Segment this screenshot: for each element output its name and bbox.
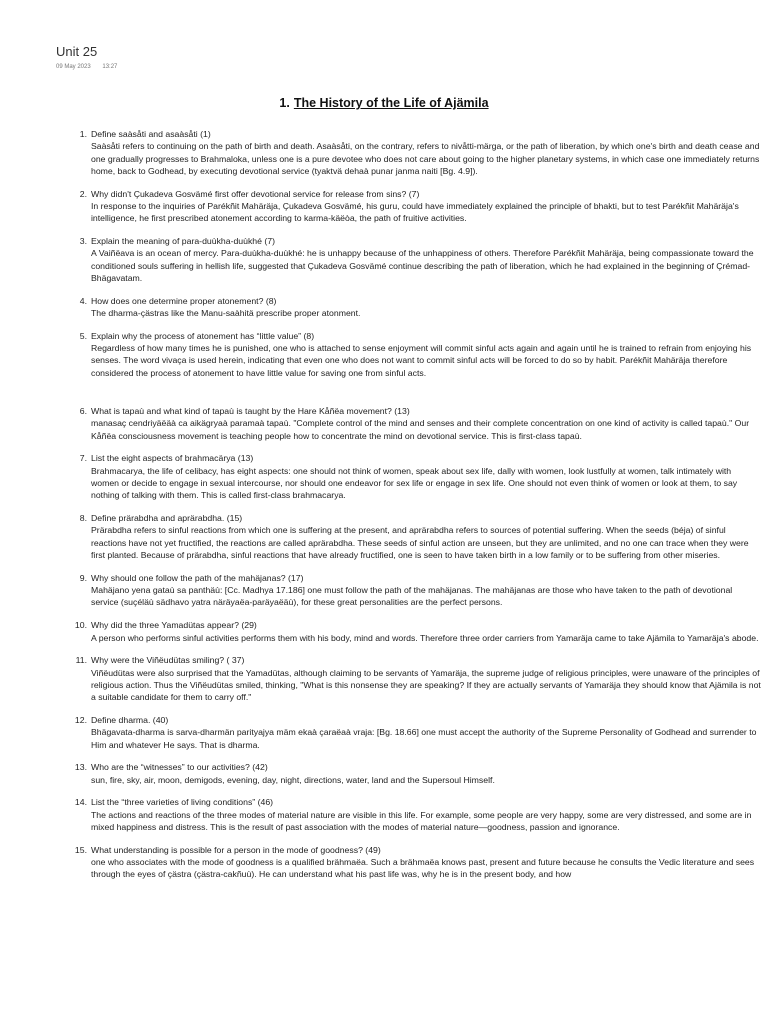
- question-item: [74, 844, 761, 881]
- item-number: 11.: [75, 655, 87, 666]
- question-item: [79, 330, 761, 379]
- question-text: List the “three varieties of living conditions” (46): [91, 797, 274, 808]
- question-item: [79, 405, 761, 442]
- time-text: 13:27: [102, 64, 118, 70]
- question-item: [79, 235, 761, 284]
- question-item: [79, 295, 761, 320]
- question-item: [75, 654, 761, 703]
- question-text: Why should one follow the path of the mahäjanas? (17): [91, 572, 304, 583]
- document-title: [0, 96, 768, 110]
- question-text: How does one determine proper atonement? (8): [91, 295, 277, 306]
- question-text: Why didn't Çukadeva Gosvämé first offer devotional service for release from sins? (7): [91, 188, 420, 199]
- item-number: 7.: [79, 453, 87, 464]
- item-number: 5.: [79, 330, 87, 341]
- answer-text: A person who performs sinful activities performs them with his body, mind and words. Therefore three order carriers from Yamaräja came to take Ajämila to Yamaräja's abode.: [91, 632, 759, 643]
- question-text: Why were the Viñëudütas smiling? ( 37): [91, 655, 245, 666]
- answer-text: Brahmacarya, the life of celibacy, has eight aspects: one should not think of women, speak about sex life, dally with women, look lustfully at women, talk intimately with women or decide to engage in sexual intercourse, nor should one endeavor for sex life or engage in sex life. One should not even think of women or look at them, to say nothing of talking with them. This is called first-class brahmacarya.: [91, 465, 738, 501]
- question-item: [74, 714, 761, 751]
- title-number: 1.: [279, 96, 290, 110]
- question-item: [74, 619, 761, 644]
- answer-text: A Vaiñëava is an ocean of mercy. Para-duùkha-duùkhé: he is unhappy because of the unhappiness of others. Therefore Parékñit Mahäräja, being compassionate toward the conditioned souls suffering in hellish life, suggested that Çukadeva Gosvämé continue describing the path of liberation, which he had explained in the beginning of Çrémad-Bhägavatam.: [91, 248, 754, 283]
- answer-text: sun, fire, sky, air, moon, demigods, evening, day, night, directions, water, land and the Supersoul Himself.: [91, 774, 495, 785]
- answer-text: Prärabdha refers to sinful reactions from which one is suffering at the present, and aprärabdha refers to sources of potential suffering. When the seeds (béja) of sinful reactions have not yet fructified, the reactions are called aprärabdha. These seeds of sinful action are unseen, but they are unlimited, and no one can trace when they were first planted. Because of prärabdha, sinful reactions that have already fructified, one is seen to have taken birth in a low family or to be suffering from other miseries.: [91, 525, 749, 561]
- answer-text: Bhägavata-dharma is sarva-dharmän parityajya mäm ekaà çaraëaà vraja: [Bg. 18.66] one must accept the authority of the Supreme Personality of Godhead and surrender to Him and whatever He says. That is dharma.: [91, 727, 757, 750]
- unit-title: Unit 25: [56, 44, 98, 59]
- question-item: [74, 761, 761, 786]
- timestamp: [56, 64, 117, 70]
- item-number: 9.: [79, 572, 87, 583]
- question-text: Define saàsåti and asaàsåti (1): [91, 129, 211, 139]
- answer-text: In response to the inquiries of Parékñit Mahäräja, Çukadeva Gosvämé, his guru, could have immediately explained the principle of bhakti, but to test Parékñit Mahäräja's intelligence, he first prescribed atonement according to karma-käëòa, the path of fruitive activities.: [91, 200, 739, 224]
- answer-text: Viñëudütas were also surprised that the Yamadütas, although claiming to be servants of Yamaräja, the supreme judge of religious principles, were unaware of the principles of religious action. Thus the Viñëudütas smiled, thinking, "What is this nonsense they are speaking? If they are actually servants of Yamaräja they should know that Ajämila is not a suitable candidate for them to carry off.": [91, 667, 761, 703]
- question-text: List the eight aspects of brahmacärya (13): [91, 453, 254, 464]
- question-text: Define dharma. (40): [91, 714, 169, 725]
- date-text: 09 May 2023: [56, 64, 91, 70]
- answer-text: Regardless of how many times he is punished, one who is attached to sense enjoyment will commit sinful acts again and again until he is trained to refrain from enjoying his senses. The word vivaça is used herein, indicating that even one who does not want to commit sinful acts will be forced to do so by habit. Parékñit Mahäräja therefore considered the process of atonement to have little value for saving one from sinful acts.: [91, 343, 752, 378]
- question-item: [79, 128, 761, 177]
- answer-text: Saàsåti refers to continuing on the path of birth and death. Asaàsåti, on the contrary, refers to nivåtti-märga, or the path of liberation, by which one's birth and death cease and one gradually progresses to Brahmaloka, unless one is a pure devotee who does not care about going to the higher planetary systems, in which case one immediately returns home, back to Godhead, by executing devotional service (tyaktvä dehaà punar janma naiti [Bg. 4.9]).: [91, 141, 760, 176]
- question-item: [74, 796, 761, 833]
- answer-text: Mahäjano yena gataù sa panthäù: [Cc. Madhya 17.186] one must follow the path of the mahäjanas. The mahäjanas are those who have taken to the path of devotional service (suçéläù sädhavo yatra näräyaëa-paräyaëäù), for these great personalities are the perfect persons.: [91, 585, 733, 608]
- item-number: 8.: [79, 513, 87, 524]
- item-number: 12.: [74, 714, 87, 725]
- answer-text: manasaç cendriyäëäà ca aikägryaà paramaà tapaù. "Complete control of the mind and senses and their complete concentration on one kind of activity is called tapaù." Our Kåñëa consciousness movement is teaching people how to concentrate the mind on devotional service. This is first-class tapaù.: [91, 418, 750, 441]
- question-text: Explain why the process of atonement has “little value” (8): [91, 330, 315, 341]
- question-text: Who are the “witnesses” to our activities? (42): [91, 762, 268, 773]
- item-number: 15.: [74, 844, 87, 855]
- question-text: Explain the meaning of para-duùkha-duùkhé (7): [91, 236, 276, 247]
- item-number: 6.: [79, 406, 87, 417]
- item-number: 2.: [79, 188, 87, 199]
- answer-text: The actions and reactions of the three modes of material nature are visible in this life. For example, some people are very happy, some are very distressed, and some are in mixed happiness and distress. This is the result of past association with the modes of material nature—goodness, passion and ignorance.: [91, 809, 752, 833]
- item-number: 13.: [74, 762, 87, 773]
- item-number: 14.: [74, 797, 87, 808]
- question-text: What understanding is possible for a person in the mode of goodness? (49): [91, 844, 381, 855]
- question-item: [79, 188, 761, 225]
- title-text: The History of the Life of Ajämila: [293, 96, 489, 110]
- question-item: [79, 572, 761, 609]
- question-text: What is tapaù and what kind of tapaù is taught by the Hare Kåñëa movement? (13): [91, 406, 410, 417]
- item-number: 1.: [79, 129, 87, 139]
- item-number: 10.: [74, 620, 87, 631]
- question-text: Define prärabdha and aprärabdha. (15): [91, 513, 243, 524]
- question-text: Why did the three Yamadütas appear? (29): [91, 620, 257, 631]
- question-item: [79, 452, 761, 501]
- item-number: 3.: [79, 236, 87, 247]
- question-list: [74, 128, 761, 891]
- question-item: [79, 512, 761, 561]
- answer-text: The dharma-çästras like the Manu-saàhitä prescribe proper atonment.: [91, 308, 361, 319]
- answer-text: one who associates with the mode of goodness is a qualified brähmaëa. Such a brähmaëa knows past, present and future because he consults the Vedic literature and sees through the eyes of çästra (çästra-cakñuù). He can understand what his past life was, why he is in the present body, and how: [91, 857, 755, 880]
- item-number: 4.: [79, 295, 87, 306]
